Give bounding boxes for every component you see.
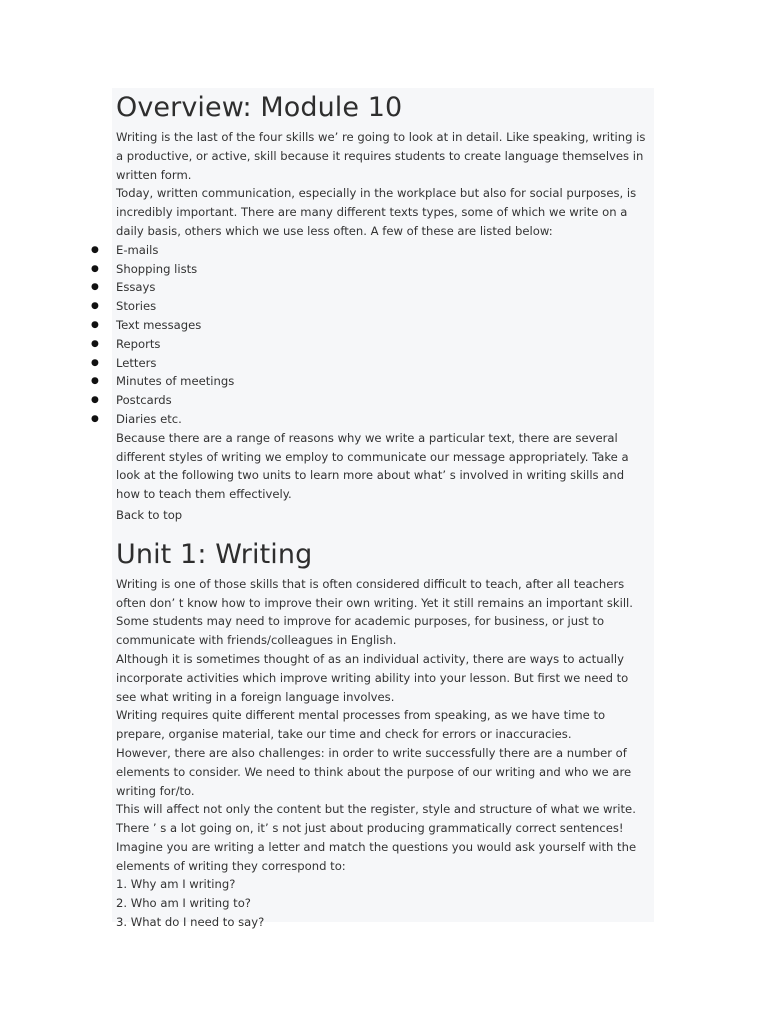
bullet-icon: ● xyxy=(91,282,99,293)
list-item xyxy=(91,354,650,373)
list-item-label: Shopping lists xyxy=(116,261,198,276)
list-item xyxy=(91,372,650,391)
bullet-icon: ● xyxy=(91,413,99,424)
list-item xyxy=(91,260,650,279)
bullet-icon: ● xyxy=(91,319,99,330)
question-item: 3. What do I need to say? xyxy=(116,915,265,930)
list-item-label: Postcards xyxy=(116,393,172,408)
list-item-label: Diaries etc. xyxy=(116,411,182,426)
bullet-icon: ● xyxy=(91,244,99,255)
unit1-paragraph: However, there are also challenges: in order to write successfully there are a number of elements to consider. We need to think about the purpose of our writing and who we are writing for/to. xyxy=(116,745,632,798)
question-item: 2. Who am I writing to? xyxy=(116,896,251,911)
document-content xyxy=(91,88,650,932)
list-item-label: Stories xyxy=(116,299,157,314)
list-item xyxy=(91,410,650,429)
list-item-label: Letters xyxy=(116,355,157,370)
bullet-icon: ● xyxy=(91,301,99,312)
bullet-icon: ● xyxy=(91,395,99,406)
list-item-label: Text messages xyxy=(116,317,202,332)
list-item xyxy=(91,316,650,335)
list-item-label: Reports xyxy=(116,336,161,351)
list-item xyxy=(91,335,650,354)
list-item-label: E-mails xyxy=(116,242,159,257)
unit1-paragraph: Writing is one of those skills that is often considered difficult to teach, after all teachers often don’ t know how to improve their own writing. Yet it still remains an important skill. xyxy=(116,576,633,610)
bullet-icon: ● xyxy=(91,357,99,368)
text-types-list xyxy=(91,241,650,429)
bullet-icon: ● xyxy=(91,376,99,387)
list-item xyxy=(91,391,650,410)
unit1-paragraph: Writing requires quite different mental processes from speaking, as we have time to prepare, organise material, take our time and check for errors or inaccuracies. xyxy=(116,708,606,742)
list-item xyxy=(91,241,650,260)
list-item xyxy=(91,297,650,316)
unit1-paragraph: Imagine you are writing a letter and match the questions you would ask yourself with the elements of writing they correspond to: xyxy=(116,839,637,873)
overview-paragraph: Writing is the last of the four skills we’ re going to look at in detail. Like speaking, writing is a productive, or active, skill because it requires students to create language themselves in written form. xyxy=(116,130,646,182)
list-item xyxy=(91,278,650,297)
unit1-title: Unit 1: Writing xyxy=(116,538,313,570)
bullet-icon: ● xyxy=(91,338,99,349)
back-to-top-link[interactable]: Back to top xyxy=(116,507,183,522)
unit1-paragraph: This will affect not only the content but the register, style and structure of what we write. There ’ s a lot going on, it’ s not just about producing grammatically correct sentences! xyxy=(116,802,636,836)
question-item: 1. Why am I writing? xyxy=(116,877,236,892)
unit1-paragraph: Some students may need to improve for academic purposes, for business, or just to communicate with friends/colleagues in English. xyxy=(116,614,605,648)
list-item-label: Essays xyxy=(116,280,156,295)
unit1-paragraph: Although it is sometimes thought of as an individual activity, there are ways to actually incorporate activities which improve writing ability into your lesson. But first we need to see what writing in a foreign language involves. xyxy=(116,651,629,704)
overview-title: Overview: Module 10 xyxy=(116,92,403,123)
bullet-icon: ● xyxy=(91,263,99,274)
overview-closing-paragraph: Because there are a range of reasons why we write a particular text, there are several different styles of writing we employ to communicate our message appropriately. Take a look at the following two units to learn more about what’ s involved in writing skills and how to teach them effectively. xyxy=(116,430,629,502)
overview-paragraph: Today, written communication, especially in the workplace but also for social purposes, is incredibly important. There are many different texts types, some of which we write on a daily basis, others which we use less often. A few of these are listed below: xyxy=(116,186,637,238)
list-item-label: Minutes of meetings xyxy=(116,374,235,389)
